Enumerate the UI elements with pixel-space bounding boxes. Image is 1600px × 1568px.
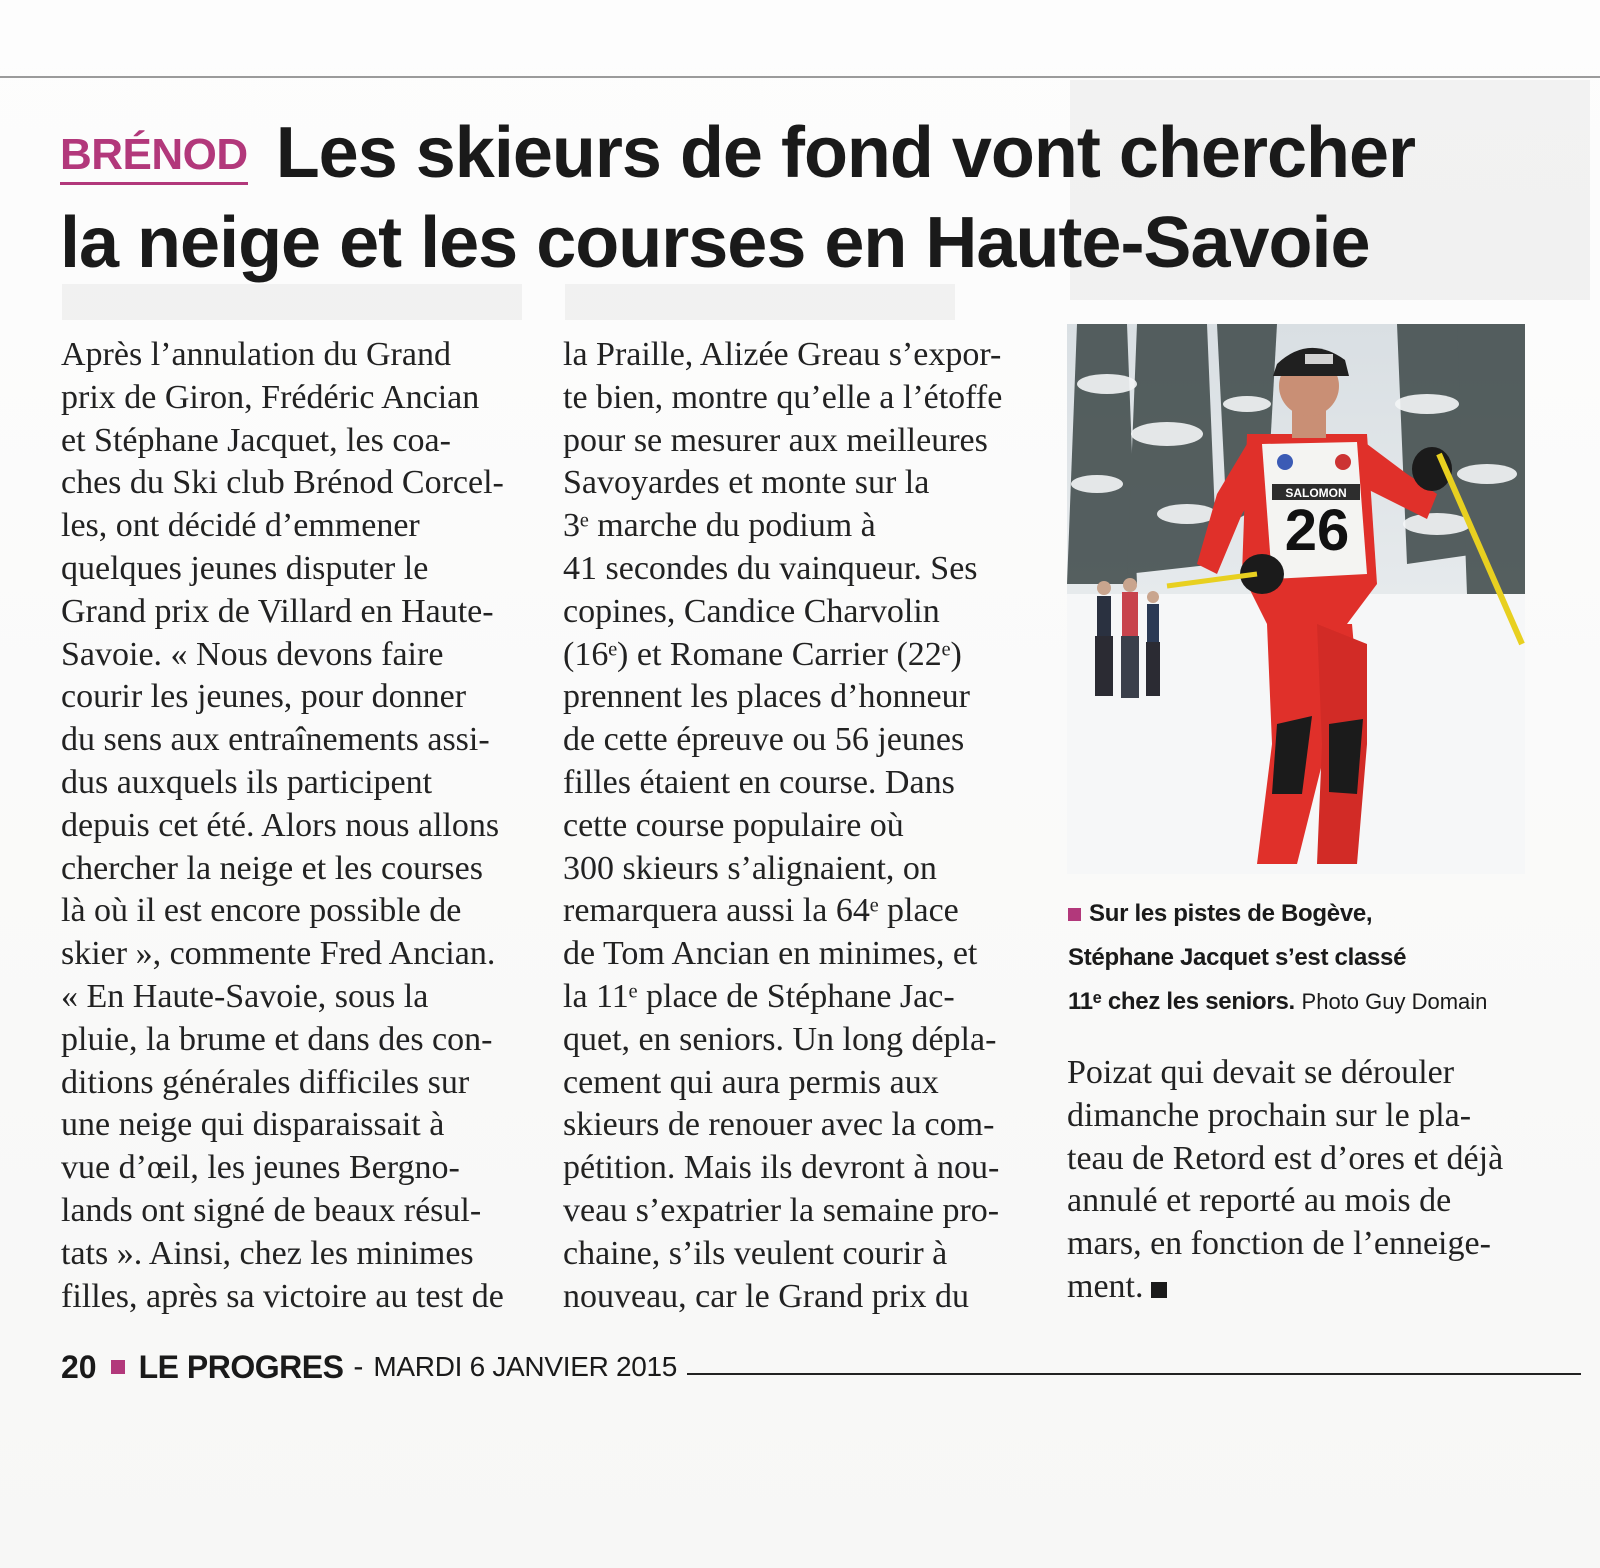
newspaper-name: LE PROGRES (138, 1348, 344, 1385)
text-line: (16ᵉ) et Romane Carrier (22ᵉ) (563, 635, 962, 673)
photo-credit: Photo Guy Domain (1301, 989, 1488, 1014)
caption-line-2: Stéphane Jacquet s’est classé (1068, 944, 1407, 971)
show-through-mid (565, 284, 955, 320)
text-line: là où il est encore possible de (61, 892, 462, 930)
caption-line-1: Sur les pistes de Bogève, (1068, 892, 1538, 936)
text-line: veau s’expatrier la semaine pro- (563, 1191, 1000, 1229)
caption-square-icon (1068, 908, 1081, 921)
text-line: les, ont décidé d’emmener (61, 507, 420, 545)
text-line: skier », commente Fred Ancian. (61, 935, 496, 973)
text-line: prix de Giron, Frédéric Ancian (61, 378, 480, 416)
text-line: pluie, la brume et dans des con- (61, 1020, 493, 1058)
text-line: de Tom Ancian en minimes, et (563, 935, 978, 973)
text-line: vue d’œil, les jeunes Bergno- (61, 1149, 460, 1187)
text-line: ches du Ski club Brénod Corcel- (61, 464, 504, 502)
text-line: chaine, s’ils veulent courir à (563, 1234, 948, 1272)
caption-line-3: 11ᵉ chez les seniors. Photo Guy Domain (1068, 988, 1488, 1015)
text-line: Grand prix de Villard en Haute- (61, 592, 494, 630)
text-line: chercher la neige et les courses (61, 849, 483, 887)
text-line: dimanche prochain sur le pla- (1067, 1096, 1472, 1134)
skier-photo (1067, 324, 1525, 874)
text-line: skieurs de renouer avec la com- (563, 1106, 995, 1144)
text-line: cement qui aura permis aux (563, 1063, 939, 1101)
text-line: dus auxquels ils participent (61, 763, 433, 801)
text-line: quet, en seniors. Un long dépla- (563, 1020, 997, 1058)
text-line: filles, après sa victoire au test de (61, 1277, 504, 1315)
bib-number: 26 (1284, 498, 1350, 563)
text-line: annulé et reporté au mois de (1067, 1182, 1452, 1220)
text-line: depuis cet été. Alors nous allons (61, 806, 500, 844)
footer-rule (687, 1373, 1581, 1375)
headline-line-2: la neige et les courses en Haute-Savoie (60, 203, 1370, 283)
text-line: filles étaient en course. Dans (563, 763, 955, 801)
text-line: la 11ᵉ place de Stéphane Jac- (563, 977, 955, 1015)
text-line: Savoyardes et monte sur la (563, 464, 930, 502)
text-line: teau de Retord est d’ores et déjà (1067, 1139, 1504, 1177)
text-line: remarquera aussi la 64ᵉ place (563, 892, 959, 930)
text-line: 300 skieurs s’alignaient, on (563, 849, 937, 887)
text-line: « En Haute-Savoie, sous la (61, 977, 429, 1015)
text-line: du sens aux entraînements assi- (61, 721, 490, 759)
text-line: cette course populaire où (563, 806, 904, 844)
text-line: 3ᵉ marche du podium à (563, 507, 876, 545)
article-column-2 (563, 334, 1023, 1318)
text-line: nouveau, car le Grand prix du (563, 1277, 969, 1315)
article-column-1 (61, 334, 521, 1318)
text-line: lands ont signé de beaux résul- (61, 1191, 482, 1229)
text-line: tats ». Ainsi, chez les minimes (61, 1234, 474, 1272)
text-line-last: ment. (1067, 1266, 1527, 1309)
article-column-3 (1067, 1052, 1527, 1309)
headline-block (60, 110, 1540, 286)
issue-date: MARDI 6 JANVIER 2015 (373, 1351, 678, 1382)
text-line: Poizat qui devait se dérouler (1067, 1054, 1455, 1091)
text-line: la Praille, Alizée Greau s’expor- (563, 336, 1002, 373)
skier-photo-illustration (1067, 324, 1525, 874)
footer-square-icon (111, 1360, 125, 1374)
text-line: te bien, montre qu’elle a l’étoffe (563, 378, 1003, 416)
page-footer (61, 1343, 1581, 1391)
text-line: pour se mesurer aux meilleures (563, 421, 988, 459)
text-line: prennent les places d’honneur (563, 678, 970, 716)
footer-separator: - (353, 1350, 364, 1383)
end-of-article-square-icon (1151, 1282, 1167, 1298)
show-through-left (62, 284, 522, 320)
text-line: de cette épreuve ou 56 jeunes (563, 721, 965, 759)
text-line: pétition. Mais ils devront à nou- (563, 1149, 1000, 1187)
text-line: 41 secondes du vainqueur. Ses (563, 549, 978, 587)
text-line: Après l’annulation du Grand (61, 336, 451, 373)
text-line: et Stéphane Jacquet, les coa- (61, 421, 451, 459)
headline-line-1: Les skieurs de fond vont chercher (275, 113, 1416, 193)
photo-caption (1068, 892, 1538, 1024)
section-kicker: BRÉNOD (60, 130, 248, 185)
page-number: 20 (61, 1348, 97, 1385)
text-line: quelques jeunes disputer le (61, 549, 429, 587)
text-line: Savoie. « Nous devons faire (61, 635, 444, 673)
top-rule (0, 76, 1600, 78)
text-line: courir les jeunes, pour donner (61, 678, 467, 716)
text-line: ditions générales difficiles sur (61, 1063, 470, 1101)
text-line: mars, en fonction de l’enneige- (1067, 1225, 1491, 1263)
text-line: copines, Candice Charvolin (563, 592, 940, 630)
bib-sponsor: SALOMON (1285, 486, 1347, 500)
text-line: une neige qui disparaissait à (61, 1106, 445, 1144)
